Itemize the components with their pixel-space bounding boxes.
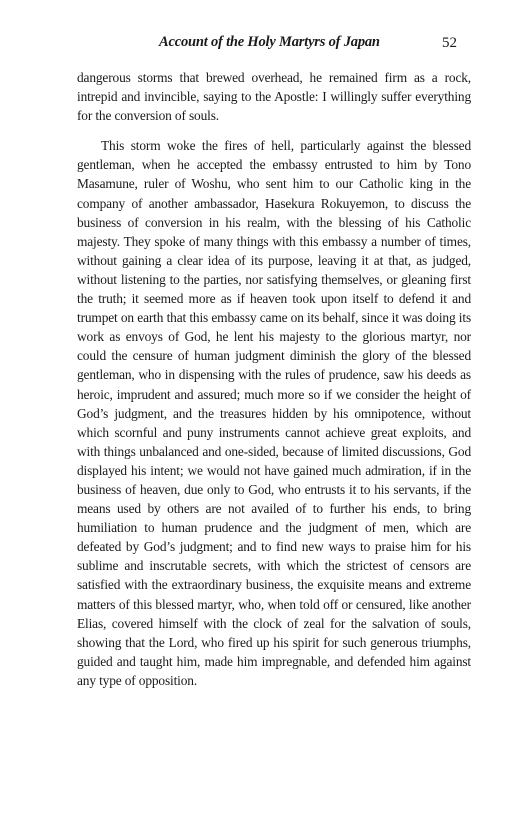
running-header xyxy=(77,34,471,56)
body-text xyxy=(77,68,471,690)
book-page xyxy=(77,34,471,690)
paragraph: This storm woke the fires of hell, particularly against the blessed gentleman, when he accepted the embassy entrusted to him by Tono Masamune, ruler of Woshu, who sent him to our Catholic king in the company of another ambassador, Hasekura Rokuyemon, to discuss the business of conversion in his realm, with the blessing of his Catholic majesty. They spoke of many things with this embassy a number of times, without gaining a clear idea of its purpose, leaving it at that, as judged, without listening to the parties, nor satisfying themselves, or gleaning first the truth; it seemed more as if heaven took upon itself to defend it and trumpet on earth that this embassy came on its behalf, since it was doing its work as envoys of God, he lent his majesty to the glorious martyr, nor could the censure of human judgment diminish the glory of the blessed gentleman, who in dispensing with the rules of prudence, saw his deeds as heroic, imprudent and assured; much more so if we consider the height of God’s judgment, and the treasures hidden by his omnipotence, without which scornful and puny instruments cannot achieve great exploits, and with things unbalanced and one-sided, because of limited discussions, God displayed his intent; we would not have gained much admiration, if in the business of heaven, due only to God, who entrusts it to his servants, if the means used by others are not availed of to further his ends, to bring humiliation to human prudence and the judgment of men, which are defeated by God’s judgment; and to find new ways to praise him for his sublime and inscrutable secrets, with which the strictest of censors are satisfied with the extraordinary business, the exquisite means and extreme matters of this blessed martyr, who, when told off or censured, like another Elias, covered himself with the clock of zeal for the salvation of souls, showing that the Lord, who fired up his spirit for such generous triumphs, guided and taught him, made him impregnable, and defended him against any type of opposition. xyxy=(77,138,471,688)
running-title: Account of the Holy Martyrs of Japan xyxy=(159,34,380,50)
paragraph-continued: dangerous storms that brewed overhead, he remained firm as a rock, intrepid and invincible, saying to the Apostle: I willingly suffer everything for the conversion of souls. xyxy=(77,70,471,124)
page-number: 52 xyxy=(442,35,457,51)
